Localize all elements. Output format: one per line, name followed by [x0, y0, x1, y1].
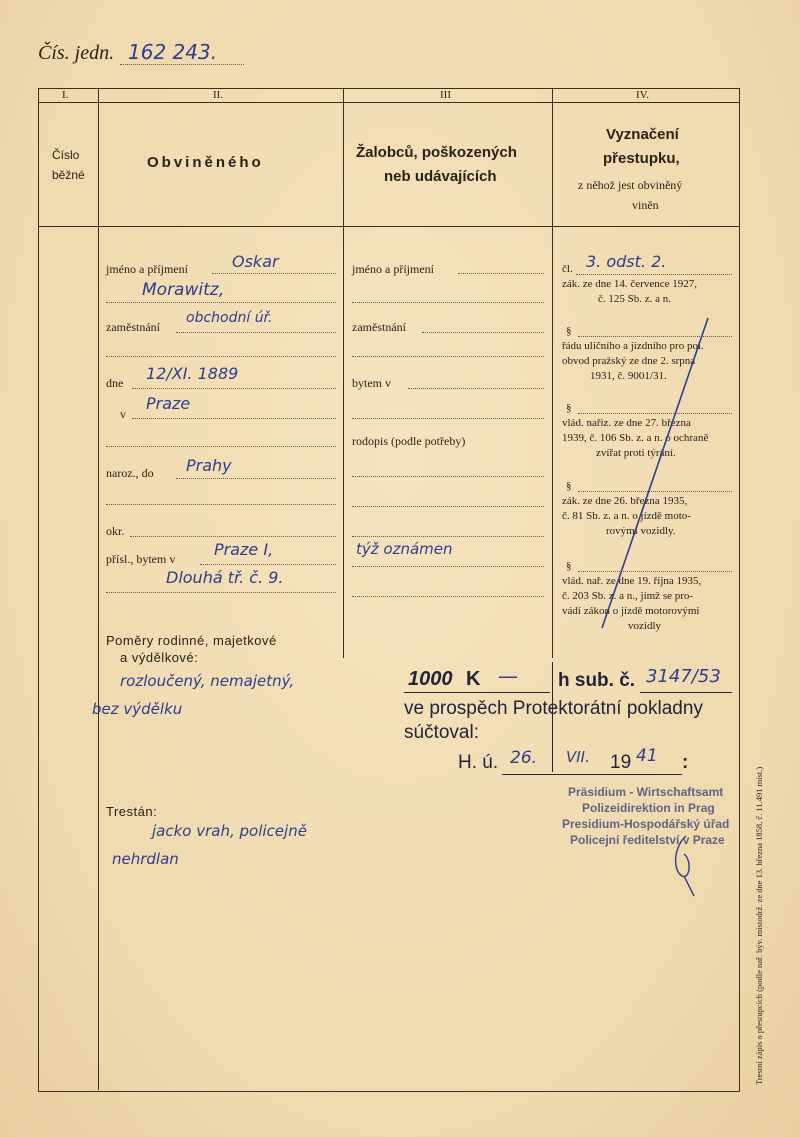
col3-header-1: Žalobců, poškozených: [356, 144, 517, 161]
col1-header-2: běžné: [52, 168, 85, 182]
accused-occupation-label: zaměstnání: [106, 320, 160, 334]
offense-p2-text-1: řádu uličního a jízdního pro pol.: [562, 340, 704, 352]
accused-family-label-2: a výdělkové:: [120, 650, 199, 665]
accused-name-label: jméno a příjmení: [106, 262, 188, 276]
accused-street-value: Dlouhá tř. č. 9.: [166, 568, 284, 587]
accused-punished-value-2: nehrdlan: [112, 850, 179, 868]
col-divider-1: [98, 88, 99, 1090]
offense-p3-text-2: 1939, č. 106 Sb. z. a n. o ochraně: [562, 432, 709, 444]
signature-path: [676, 836, 694, 896]
accused-date-label: dne: [106, 376, 124, 390]
stamp-line-1: Präsidium - Wirtschaftsamt: [568, 785, 724, 799]
signature-scribble: [664, 830, 704, 900]
offense-p5-text-2: č. 203 Sb. z. a n., jímž se pro-: [562, 590, 694, 602]
accused-place-prefix: v: [120, 407, 126, 421]
accused-surname-value: Morawitz,: [142, 280, 225, 300]
accused-blank-line-1: [106, 356, 336, 357]
accused-occupation-value: obchodní úř.: [186, 310, 273, 326]
fine-amount: 1000: [408, 668, 453, 690]
accused-place-line: [132, 418, 336, 419]
offense-p1-label: čl.: [562, 263, 573, 275]
fine-sub-number: 3147/53: [646, 666, 721, 687]
stamp-line-4: Policejní ředitelství v Praze: [570, 833, 725, 847]
cis-jedn-value: 162 243.: [128, 40, 218, 64]
offense-p2-label: §: [566, 325, 572, 337]
complainant-blank-line-7: [352, 566, 544, 567]
strike-through-line: [590, 310, 720, 630]
fine-year-prefix: 19: [610, 752, 632, 773]
fine-currency: K: [466, 668, 481, 690]
accused-blank-line-2: [106, 446, 336, 447]
fine-dash: —: [498, 664, 518, 688]
accused-surname-line: [106, 302, 336, 303]
roman-1: I.: [62, 89, 69, 101]
side-note: Trestní zápis o přestupcích (podle nař. býv. místodrž. ze dne 13. března 1858, č. 11.491 míst.): [754, 766, 764, 1085]
complainant-rodopis-label: rodopis (podle potřeby): [352, 434, 466, 448]
complainant-residence-label: bytem v: [352, 376, 391, 390]
accused-born-value: Prahy: [186, 456, 232, 475]
offense-p2-text-2: obvod pražský ze dne 2. srpna: [562, 355, 696, 367]
col1-header-1: Číslo: [52, 148, 80, 162]
complainant-blank-line-4: [352, 476, 544, 477]
complainant-blank-line-3: [352, 418, 544, 419]
offense-p1-line: [576, 274, 732, 275]
roman-4: IV.: [636, 89, 649, 101]
accused-name-line: [212, 273, 336, 274]
fine-line2: ve prospěch Protektorátní pokladny: [404, 698, 703, 719]
offense-p4-label: §: [566, 480, 572, 492]
col4-header-1: Vyznačení: [606, 126, 679, 143]
accused-family-label-1: Poměry rodinné, majetkové: [106, 633, 277, 648]
offense-p5-text-3: vádí zákon o jízdě motorovými: [562, 605, 700, 617]
offense-p1-text-1: zák. ze dne 14. července 1927,: [562, 278, 697, 290]
fine-h-sub: h sub. č.: [558, 670, 636, 691]
fine-hu-label: H. ú.: [458, 752, 499, 773]
fine-line3: súčtoval:: [404, 722, 479, 743]
accused-street-line: [106, 592, 336, 593]
col4-header-2: přestupku,: [603, 150, 680, 167]
cis-jedn-underline: [120, 64, 244, 65]
accused-family-value: rozloučený, nemajetný,: [120, 672, 295, 690]
strike-path: [602, 318, 708, 628]
accused-district-line: [130, 536, 336, 537]
complainant-blank-line-5: [352, 506, 544, 507]
fine-year: 41: [636, 746, 658, 766]
fine-end: :: [682, 752, 689, 773]
cis-jedn-label: Čís. jedn.: [38, 42, 115, 64]
fine-sub-line: [640, 692, 732, 693]
fine-amount-line: [404, 692, 550, 693]
accused-resid-label: přísl., bytem v: [106, 552, 176, 566]
accused-blank-line-3: [106, 504, 336, 505]
complainant-note-value: týž oznámen: [356, 540, 453, 558]
col2-header: Obviněného: [147, 154, 264, 171]
accused-occupation-line: [176, 332, 336, 333]
header-row-divider: [38, 226, 740, 227]
fine-day: 26.: [510, 748, 538, 768]
roman-3: III: [440, 89, 451, 101]
offense-p3-text-1: vlád. nařiz. ze dne 27. března: [562, 417, 691, 429]
offense-p4-text-3: rovými vozidly.: [606, 525, 676, 537]
roman-2: II.: [213, 89, 224, 101]
complainant-occupation-line: [422, 332, 544, 333]
offense-p2-text-3: 1931, č. 9001/31.: [590, 370, 667, 382]
complainant-blank-line-6: [352, 536, 544, 537]
offense-p5-text-4: vozidly: [628, 620, 661, 632]
offense-p1-value: 3. odst. 2.: [586, 252, 667, 271]
complainant-name-line: [458, 273, 544, 274]
offense-p3-text-3: zvířat proti týrání.: [596, 447, 676, 459]
complainant-blank-line-2: [352, 356, 544, 357]
col-divider-2: [343, 88, 344, 658]
stamp-line-2: Polizeidirektion in Prag: [582, 801, 715, 815]
accused-date-value: 12/XI. 1889: [146, 364, 239, 383]
accused-punished-value: jacko vrah, policejně: [152, 822, 307, 840]
offense-p4-text-1: zák. ze dne 26. března 1935,: [562, 495, 688, 507]
offense-p5-text-1: vlád. nař. ze dne 19. října 1935,: [562, 575, 702, 587]
fine-date-line: [502, 774, 682, 775]
accused-place-value: Praze: [146, 394, 191, 413]
accused-date-line: [132, 388, 336, 389]
complainant-name-label: jméno a příjmení: [352, 262, 434, 276]
col4-header-4: viněn: [632, 198, 659, 212]
accused-punished-label: Trestán:: [106, 804, 158, 819]
offense-p4-text-2: č. 81 Sb. z. a n. o jízdě moto-: [562, 510, 691, 522]
accused-family-value-2: bez výdělku: [92, 700, 183, 718]
offense-p1-text-2: č. 125 Sb. z. a n.: [598, 293, 672, 305]
col4-header-3: z něhož jest obviněný: [578, 178, 683, 192]
col-divider-3: [552, 88, 553, 658]
accused-name-value: Oskar: [232, 252, 279, 271]
accused-born-line: [176, 478, 336, 479]
complainant-occupation-label: zaměstnání: [352, 320, 406, 334]
accused-born-label: naroz., do: [106, 466, 154, 480]
roman-row-divider: [38, 102, 740, 103]
fine-month: VII.: [566, 748, 590, 766]
complainant-blank-line-1: [352, 302, 544, 303]
accused-resid-line: [200, 564, 336, 565]
accused-resid-value: Praze I,: [214, 540, 274, 559]
offense-p3-label: §: [566, 402, 572, 414]
accused-district-label: okr.: [106, 524, 125, 538]
complainant-blank-line-8: [352, 596, 544, 597]
offense-p5-label: §: [566, 560, 572, 572]
col3-header-2: neb udávajících: [384, 168, 497, 185]
complainant-residence-line: [408, 388, 544, 389]
stamp-line-3: Presidium-Hospodářský úřad: [562, 817, 730, 831]
